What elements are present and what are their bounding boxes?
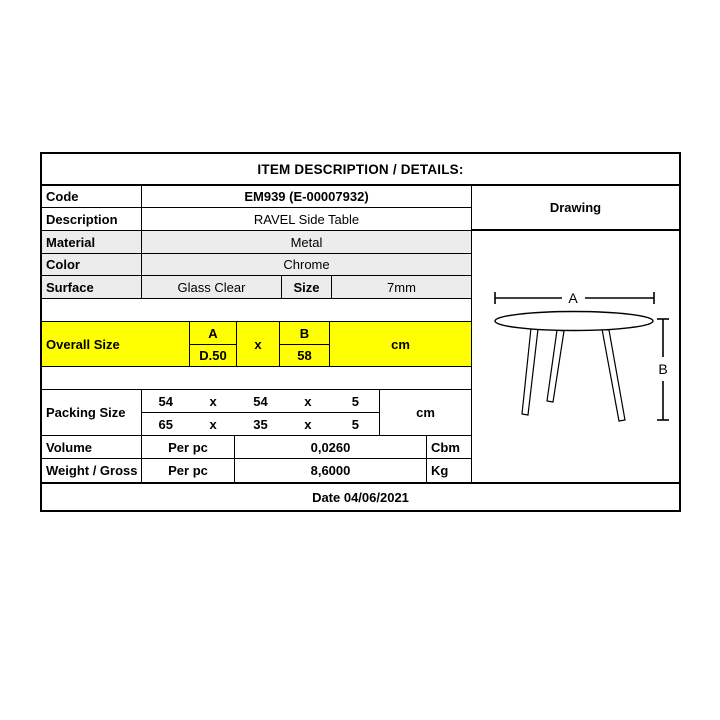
weight-value: 8,6000 <box>235 459 427 482</box>
weight-per: Per pc <box>142 459 235 482</box>
packing-1-x1: x <box>209 393 217 409</box>
packing-1-d1: 54 <box>158 393 173 409</box>
color-value: Chrome <box>283 257 330 272</box>
sheet-title: ITEM DESCRIPTION / DETAILS: <box>42 154 679 186</box>
spacer-row <box>42 367 471 390</box>
sheet-body <box>42 186 679 482</box>
packing-size-row <box>42 390 471 436</box>
material-label: Material <box>42 231 142 253</box>
packing-row-1 <box>142 390 379 413</box>
code-label: Code <box>42 186 142 207</box>
packing-2-d2: 35 <box>253 416 268 432</box>
packing-1-d2: 54 <box>253 393 268 409</box>
side-table-drawing <box>472 231 679 480</box>
table-top-icon <box>495 312 653 331</box>
overall-size-a-value: D.50 <box>199 348 227 363</box>
weight-row <box>42 459 471 482</box>
drawing-panel <box>472 186 679 482</box>
surface-value: Glass Clear <box>142 276 282 298</box>
packing-size-label: Packing Size <box>42 390 142 435</box>
packing-2-d3: 5 <box>351 416 359 432</box>
packing-2-x2: x <box>304 416 312 432</box>
weight-unit: Kg <box>431 463 449 478</box>
packing-2-d1: 65 <box>158 416 173 432</box>
code-value: EM939 (E-00007932) <box>244 189 369 204</box>
overall-size-a-header: A <box>190 322 236 345</box>
spec-sheet <box>40 152 681 512</box>
volume-value: 0,0260 <box>235 436 427 458</box>
spec-table <box>42 186 472 482</box>
volume-per: Per pc <box>142 436 235 458</box>
overall-size-times: x <box>237 322 280 366</box>
material-row <box>42 231 471 254</box>
overall-size-b-header: B <box>280 322 329 345</box>
table-legs-icon <box>522 328 625 421</box>
volume-unit: Cbm <box>431 439 460 455</box>
overall-size-row <box>42 322 471 367</box>
description-label: Description <box>42 208 142 230</box>
volume-label: Volume <box>42 436 142 458</box>
volume-row <box>42 436 471 459</box>
drawing-canvas <box>472 231 679 482</box>
overall-size-unit: cm <box>391 336 410 352</box>
surface-size-value: 7mm <box>387 279 416 295</box>
spacer-row <box>42 299 471 322</box>
surface-row <box>42 276 471 299</box>
overall-size-col-b <box>280 322 330 366</box>
overall-size-b-value: 58 <box>297 348 312 363</box>
color-label: Color <box>42 254 142 275</box>
weight-label: Weight / Gross <box>42 459 142 482</box>
description-value: RAVEL Side Table <box>253 211 360 227</box>
packing-2-x1: x <box>209 416 217 432</box>
dimension-a-label: A <box>568 290 578 306</box>
surface-label: Surface <box>42 276 142 298</box>
code-row <box>42 186 471 208</box>
overall-size-label: Overall Size <box>42 322 190 366</box>
description-row <box>42 208 471 231</box>
drawing-title: Drawing <box>472 186 679 231</box>
color-row <box>42 254 471 276</box>
packing-size-unit: cm <box>416 405 435 420</box>
packing-row-2 <box>142 413 379 435</box>
packing-size-values <box>142 390 380 435</box>
packing-1-x2: x <box>304 393 312 409</box>
surface-size-label: Size <box>282 276 332 298</box>
material-value: Metal <box>290 234 323 250</box>
date-bar: Date 04/06/2021 <box>42 482 679 510</box>
packing-1-d3: 5 <box>351 393 359 409</box>
dimension-b-label: B <box>658 361 668 377</box>
overall-size-col-a <box>190 322 237 366</box>
